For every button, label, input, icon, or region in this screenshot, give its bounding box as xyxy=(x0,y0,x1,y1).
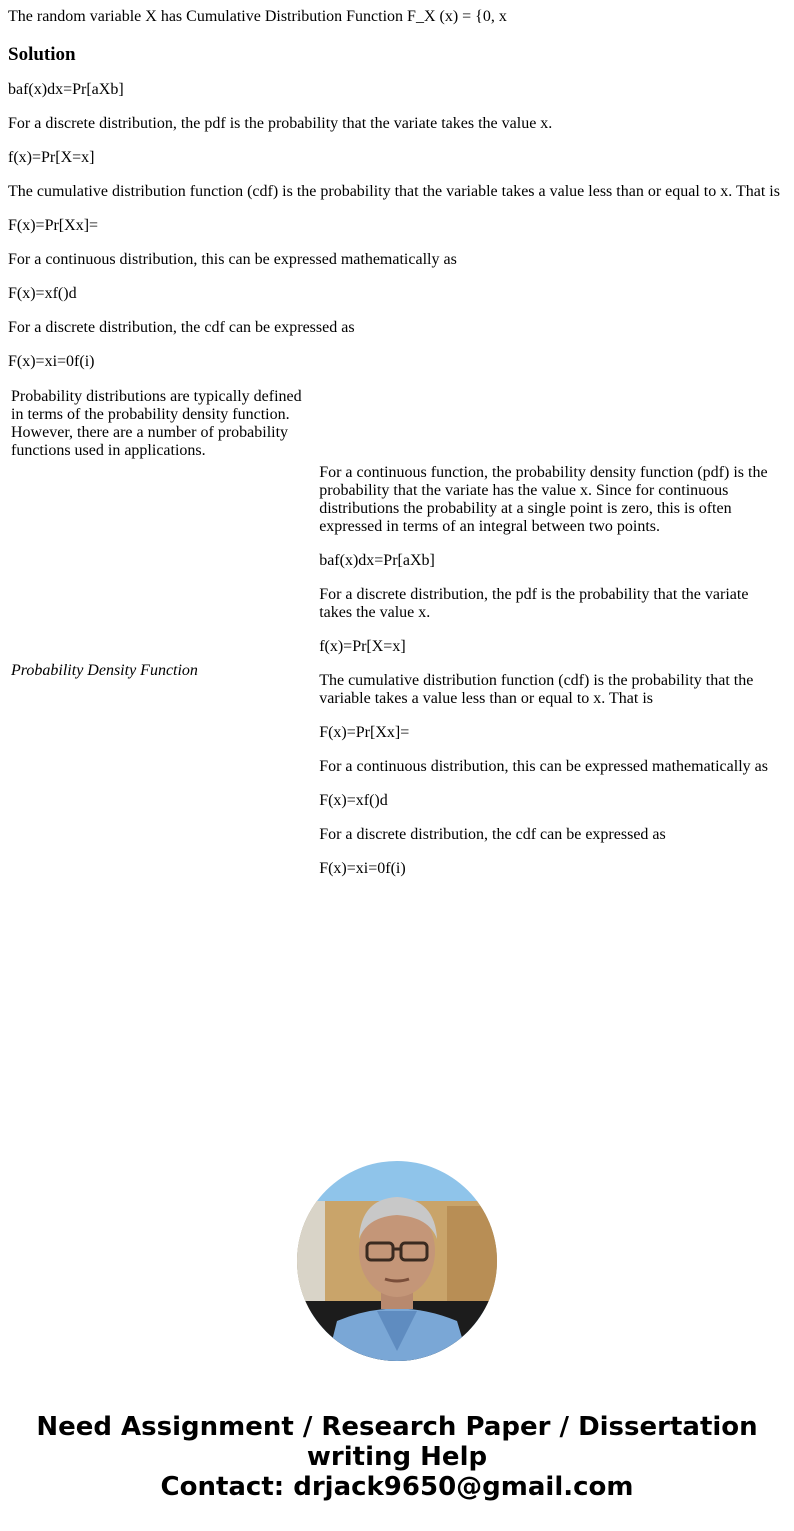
table-paragraph: For a discrete distribution, the pdf is the probability that the variate takes the value x. xyxy=(319,586,749,621)
table-paragraph: F(x)=Pr[Xx]= xyxy=(319,724,410,741)
solution-line: F(x)=Pr[Xx]= xyxy=(8,217,99,234)
solution-line: For a discrete distribution, the cdf can be expressed as xyxy=(8,319,355,336)
table-paragraph: The cumulative distribution function (cdf) is the probability that the variable takes a value less than or equal to x. That is xyxy=(319,672,754,707)
solution-line: For a continuous distribution, this can be expressed mathematically as xyxy=(8,251,457,268)
table-intro-cell: Probability distributions are typically defined in terms of the probability density function. However, there are a number of probability functions used in applications. xyxy=(11,388,302,459)
table-paragraph: f(x)=Pr[X=x] xyxy=(319,638,406,655)
solution-line: f(x)=Pr[X=x] xyxy=(8,149,95,166)
table-paragraph: For a continuous function, the probability density function (pdf) is the probability that the variate has the value x. Since for continuous distributions the probability at a single point is zero, this is often expressed in terms of an integral between two points. xyxy=(319,464,768,535)
document-body xyxy=(0,8,794,881)
pdf-label: Probability Density Function xyxy=(11,662,198,679)
solution-heading: Solution xyxy=(8,44,76,65)
solution-line: F(x)=xf()d xyxy=(8,285,77,302)
solution-line: For a discrete distribution, the pdf is the probability that the variate takes the value x. xyxy=(8,115,553,132)
table-paragraph: F(x)=xf()d xyxy=(319,792,388,809)
promo-line: Need Assignment / Research Paper / Dissertation xyxy=(36,1412,758,1442)
table-paragraph: For a continuous distribution, this can be expressed mathematically as xyxy=(319,758,768,775)
promo-banner xyxy=(0,1412,794,1502)
promo-contact: Contact: drjack9650@gmail.com xyxy=(160,1472,634,1502)
table-paragraph: F(x)=xi=0f(i) xyxy=(319,860,406,877)
person-photo-icon xyxy=(297,1161,497,1361)
table-content-cell xyxy=(318,463,784,879)
solution-line: baf(x)dx=Pr[aXb] xyxy=(8,81,124,98)
table-label-cell xyxy=(10,463,316,879)
solution-line: F(x)=xi=0f(i) xyxy=(8,353,95,370)
solution-line: The cumulative distribution function (cdf) is the probability that the variable takes a value less than or equal to x. That is xyxy=(8,183,780,200)
probability-functions-table xyxy=(8,385,786,881)
solution-body xyxy=(8,81,786,371)
table-row xyxy=(10,463,784,879)
table-row xyxy=(10,387,784,461)
promo-line: writing Help xyxy=(306,1442,488,1472)
table-empty-cell xyxy=(318,387,784,461)
question-text: The random variable X has Cumulative Distribution Function F_X (x) = {0, x xyxy=(8,8,507,25)
table-paragraph: For a discrete distribution, the cdf can be expressed as xyxy=(319,826,666,843)
table-paragraph: baf(x)dx=Pr[aXb] xyxy=(319,552,435,569)
